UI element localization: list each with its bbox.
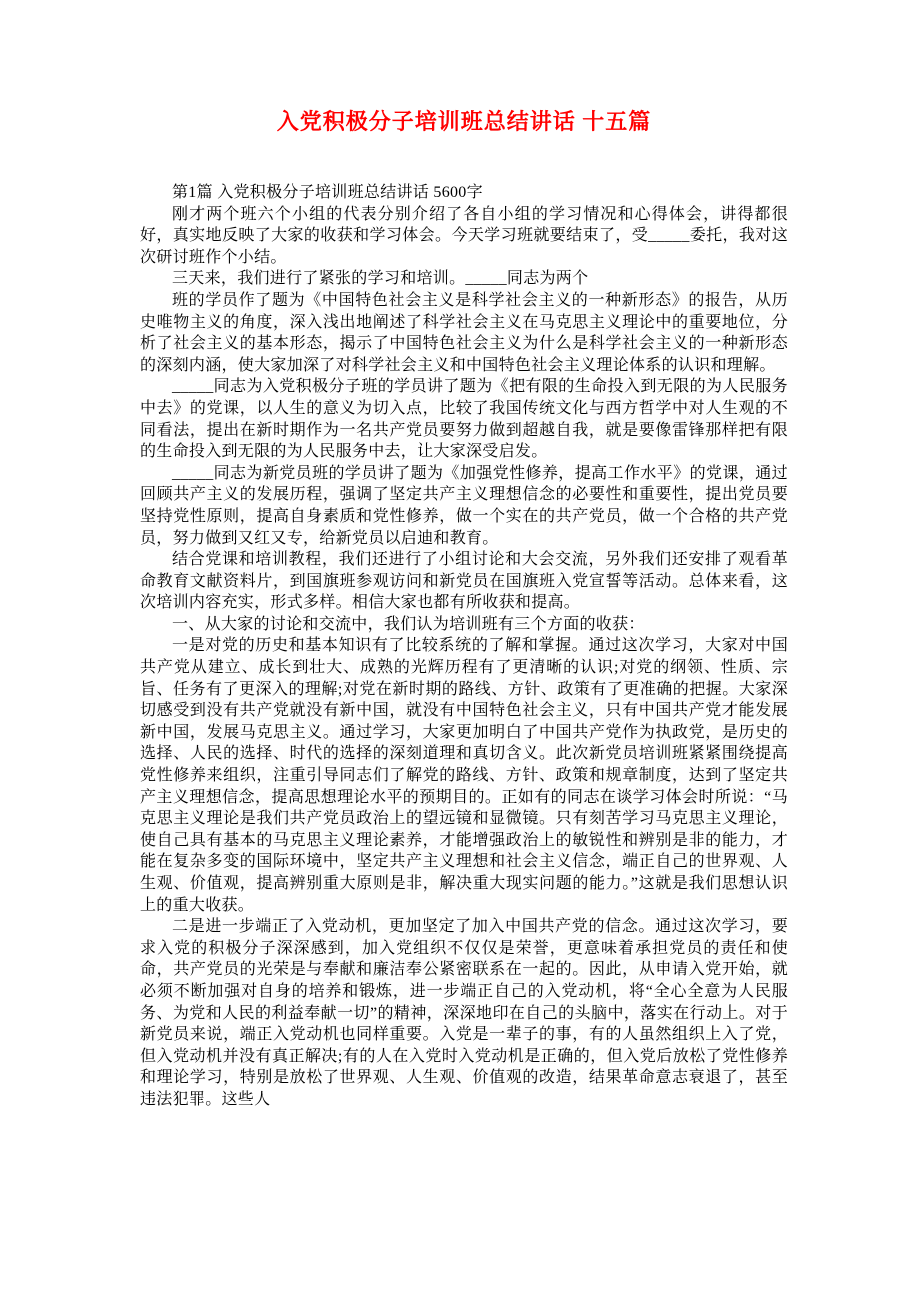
paragraph: 第1篇 入党积极分子培训班总结讲话 5600字 [172, 184, 483, 201]
paragraph: 二是进一步端正了入党动机，更加坚定了加入中国共产党的信念。通过这次学习，要求入党的积极分子深深感到，加入党组织不仅仅是荣誉，更意味着承担党员的责任和使命，共产党员的光荣是与奉献和廉洁奉公紧密联系在一起的。因此，从申请入党开始，就必须不断加强对自身的培养和锻炼，进一步端正自己的入党动机，将“全心全意为人民服务、为党和人民的利益奉献一切”的精神，深深地印在自己的头脑中，落实在行动上。对于新党员来说，端正入党动机也同样重要。入党是一辈子的事，有的人虽然组织上入了党，但入党动机并没有真正解决;有的人在入党时入党动机是正确的，但入党后放松了党性修养和理论学习，特别是放松了世界观、人生观、价值观的改造，结果革命意志衰退了，甚至违法犯罪。这些人 [140, 918, 788, 1108]
paragraph: 三天来，我们进行了紧张的学习和培训。_____同志为两个 [172, 270, 589, 288]
paragraph: 刚才两个班六个小组的代表分别介绍了各自小组的学习情况和心得体会，讲得都很好，真实地反映了大家的收获和学习体会。今天学习班就要结束了，受_____委托，我对这次研讨班作个小结。 [140, 205, 788, 266]
paragraph: 班的学员作了题为《中国特色社会主义是科学社会主义的一种新形态》的报告，从历史唯物主义的角度，深入浅出地阐述了科学社会主义在马克思主义理论中的重要地位，分析了社会主义的基本形态，揭示了中国特色社会主义为什么是科学社会主义的一种新形态的深刻内涵，使大家加深了对科学社会主义和中国特色社会主义理论体系的认识和理解。 [140, 291, 788, 374]
paragraph: 一、从大家的讨论和交流中，我们认为培训班有三个方面的收获： [172, 615, 645, 633]
paragraph: _____同志为新党员班的学员讲了题为《加强党性修养，提高工作水平》的党课，通过回顾共产主义的发展历程，强调了坚定共产主义理想信念的必要性和重要性，提出党员要坚持党性原则，提高自身素质和党性修养，做一个实在的共产党员，做一个合格的共产党员，努力做到又红又专，给新党员以启迪和教育。 [140, 464, 788, 547]
document-title: 入党积极分子培训班总结讲话 十五篇 [276, 109, 652, 134]
paragraph: 结合党课和培训教程，我们还进行了小组讨论和大会交流，另外我们还安排了观看革命教育文献资料片，到国旗班参观访问和新党员在国旗班入党宣誓等活动。总体来看，这次培训内容充实，形式多样。相信大家也都有所收获和提高。 [140, 551, 788, 612]
paragraph: _____同志为入党积极分子班的学员讲了题为《把有限的生命投入到无限的为人民服务中去》的党课，以人生的意义为切入点，比较了我国传统文化与西方哲学中对人生观的不同看法，提出在新时期作为一名共产党员要努力做到超越自我，就是要像雷锋那样把有限的生命投入到无限的为人民服务中去，让大家深受启发。 [140, 378, 788, 461]
paragraph: 一是对党的历史和基本知识有了比较系统的了解和掌握。通过这次学习，大家对中国共产党从建立、成长到壮大、成熟的光辉历程有了更清晰的认识;对党的纲领、性质、宗旨、任务有了更深入的理解;对党在新时期的路线、方针、政策有了更准确的把握。大家深切感受到没有共产党就没有新中国，就没有中国特色社会主义，只有中国共产党才能发展新中国，发展马克思主义。通过学习，大家更加明白了中国共产党作为执政党，是历史的选择、人民的选择、时代的选择的深刻道理和真切含义。此次新党员培训班紧紧围绕提高党性修养来组织，注重引导同志们了解党的路线、方针、政策和规章制度，达到了坚定共产主义理想信念，提高思想理论水平的预期目的。正如有的同志在谈学习体会时所说：“马克思主义理论是我们共产党员政治上的望远镜和显微镜。只有刻苦学习马克思主义理论，使自己具有基本的马克思主义理论素养，才能增强政治上的敏锐性和辨别是非的能力，才能在复杂多变的国际环境中，坚定共产主义理想和社会主义信念，端正自己的世界观、人生观、价值观，提高辨别重大原则是非，解决重大现实问题的能力。”这就是我们思想认识上的重大收获。 [140, 637, 788, 914]
document-body [140, 182, 788, 1111]
